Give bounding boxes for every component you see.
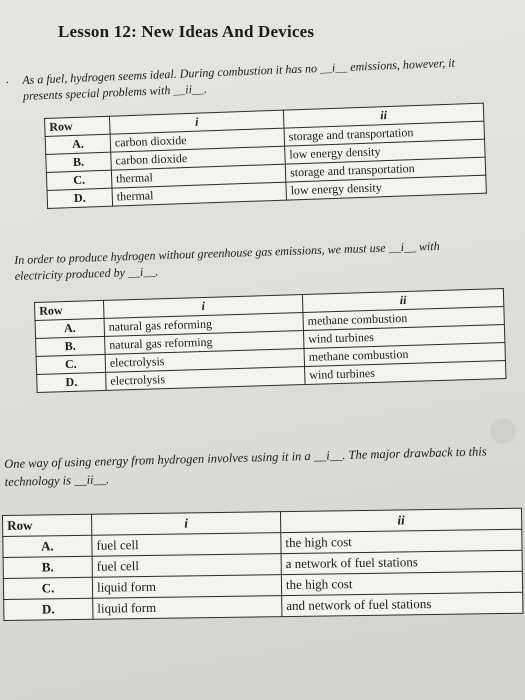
row-label: A. [35,318,105,338]
row-label: A. [3,535,92,557]
cell-ii: a network of fuel stations [281,550,522,574]
row-label: A. [45,134,111,154]
bullet-mark: . [6,74,9,86]
question-1-table [44,103,487,209]
header-ii: ii [280,508,521,532]
header-ii: ii [283,103,484,128]
lesson-title: Lesson 12: New Ideas And Devices [58,22,315,41]
cell-i: thermal [111,164,286,188]
cell-ii: the high cost [281,529,522,553]
header-row: Row [3,514,92,536]
question-3-table [2,508,523,621]
question-2-text: In order to produce hydrogen without greenhouse gas emissions, we must use __i__ with electricity produced by __i__. [14,238,440,283]
row-label: B. [46,152,112,172]
cell-i: natural gas reforming [104,313,303,337]
row-label: C. [46,170,112,190]
cell-ii: low energy density [285,139,486,164]
cell-ii: storage and transportation [285,157,486,182]
cell-i: electrolysis [105,349,304,373]
cell-i: electrolysis [106,367,305,391]
cell-i: carbon dioxide [111,146,286,170]
row-label: C. [3,577,92,599]
row-label: D. [37,372,107,392]
cell-i: fuel cell [92,554,281,578]
cell-ii: low energy density [286,175,487,200]
header-i: i [103,295,302,319]
cell-ii: methane combustion [304,343,505,367]
cell-i: carbon dioxide [110,128,285,152]
page-hole-mark [490,418,516,444]
cell-ii: methane combustion [303,307,504,331]
cell-ii: and network of fuel stations [282,592,523,616]
row-label: D. [47,188,113,208]
question-1-text: As a fuel, hydrogen seems ideal. During combustion it has no __i__ emissions, however, it presents special problems with __ii__. [22,55,456,103]
header-row: Row [45,116,111,136]
cell-i: liquid form [92,575,281,599]
header-ii: ii [302,289,503,313]
row-label: B. [36,336,106,356]
cell-i: thermal [112,182,287,206]
row-label: B. [3,556,92,578]
row-label: C. [36,354,106,374]
cell-i: liquid form [93,596,282,620]
question-2-table [34,288,506,393]
cell-ii: wind turbines [303,325,504,349]
cell-ii: wind turbines [305,361,506,385]
header-i: i [109,110,284,134]
cell-i: natural gas reforming [105,331,304,355]
cell-ii: the high cost [281,571,522,595]
cell-i: fuel cell [92,533,281,557]
row-label: D. [4,598,93,620]
question-3-text: One way of using energy from hydrogen involves using it in a __i__. The major drawback to this technology is __ii__. [4,444,487,489]
header-row: Row [35,300,105,320]
header-i: i [91,512,280,536]
cell-ii: storage and transportation [284,121,485,146]
